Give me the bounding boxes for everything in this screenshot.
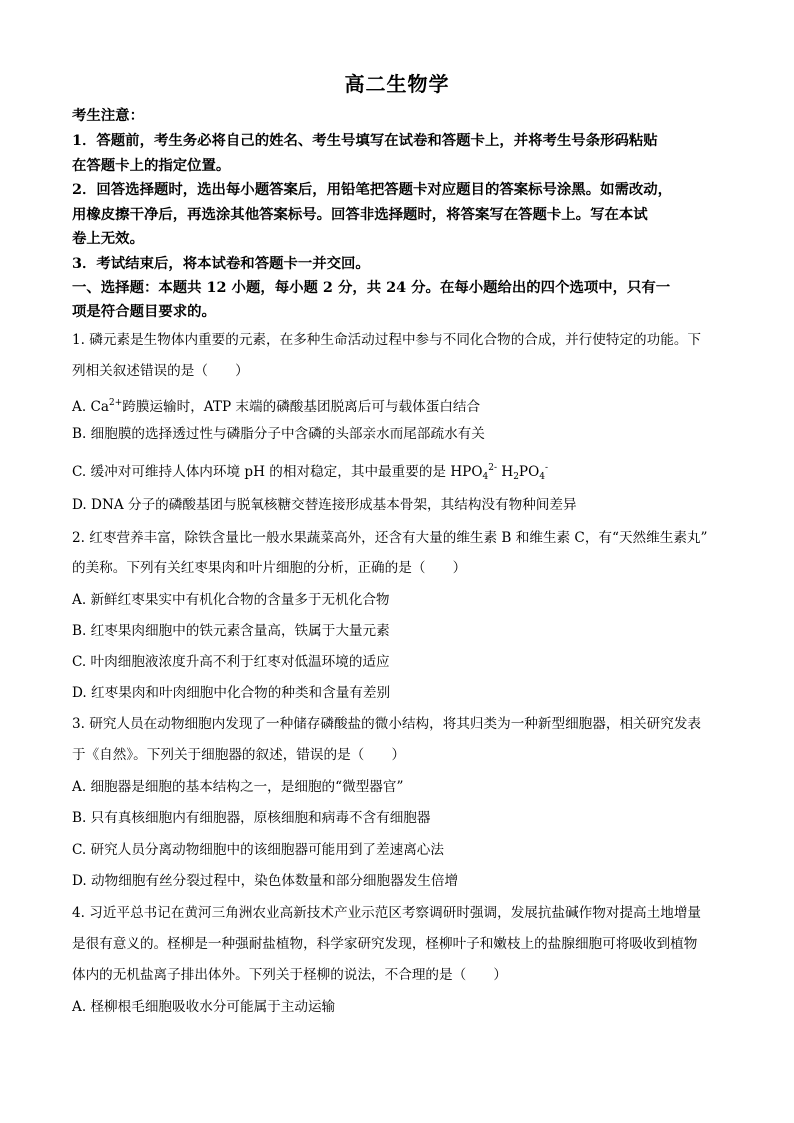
q4-option-a: A. 柽柳根毛细胞吸收水分可能属于主动运输 <box>72 999 336 1015</box>
q2-option-c: C. 叶肉细胞液浓度升高不利于红枣对低温环境的适应 <box>72 654 390 670</box>
q1-stem-line-1: 1. 磷元素是生物体内重要的元素，在多种生命活动过程中参与不同化合物的合成，并行使特定的功能。下 <box>72 332 702 348</box>
q3-option-c: C. 研究人员分离动物细胞中的该细胞器可能用到了差速离心法 <box>72 842 444 858</box>
q3-option-a: A. 细胞器是细胞的基本结构之一，是细胞的“微型器官” <box>72 779 404 795</box>
q4-stem-line-2: 是很有意义的。柽柳是一种强耐盐植物，科学家研究发现，柽柳叶子和嫩枝上的盐腺细胞可将吸收到植物 <box>72 936 698 952</box>
notice-line-4: 用橡皮擦干净后，再选涂其他答案标号。回答非选择题时，将答案写在答题卡上。写在本试 <box>72 206 648 223</box>
notice-line-6: 3．考试结束后，将本试卷和答题卡一并交回。 <box>72 255 370 272</box>
q1-option-a <box>72 393 732 417</box>
q1-option-d: D. DNA 分子的磷酸基团与脱氧核糖交替连接形成基本骨架，其结构没有物种间差异 <box>72 497 577 513</box>
notice-line-5: 卷上无效。 <box>72 230 144 247</box>
q1-option-b: B. 细胞膜的选择透过性与磷脂分子中含磷的头部亲水而尾部疏水有关 <box>72 426 485 442</box>
q1-option-a-post: 跨膜运输时，ATP 末端的磷酸基团脱离后可与载体蛋白结合 <box>122 399 481 415</box>
q1-option-c-sup1: 2- <box>488 463 497 473</box>
notice-heading: 考生注意： <box>72 107 144 124</box>
notice-line-3: 2．回答选择题时，选出每小题答案后，用铅笔把答题卡对应题目的答案标号涂黑。如需改动， <box>72 181 673 198</box>
notice-line-1: 1．答题前，考生务必将自己的姓名、考生号填写在试卷和答题卡上，并将考生号条形码粘贴 <box>72 132 658 149</box>
page-title: 高二生物学 <box>344 72 450 96</box>
q1-option-c-sub1: 4 <box>482 472 489 482</box>
q2-option-b: B. 红枣果肉细胞中的铁元素含量高，铁属于大量元素 <box>72 623 390 639</box>
q3-stem-line-1: 3. 研究人员在动物细胞内发现了一种储存磷酸盐的微小结构，将其归类为一种新型细胞器，相关研究发表 <box>72 716 702 732</box>
q3-stem-line-2: 于《自然》。下列关于细胞器的叙述，错误的是（ ） <box>72 747 406 763</box>
q1-option-c <box>72 458 732 487</box>
q4-stem-line-1: 4. 习近平总书记在黄河三角洲农业高新技术产业示范区考察调研时强调，发展抗盐碱作物对提高土地增量 <box>72 905 702 921</box>
q2-option-d: D. 红枣果肉和叶肉细胞中化合物的种类和含量有差别 <box>72 685 391 701</box>
q4-stem-line-3: 体内的无机盐离子排出体外。下列关于柽柳的说法，不合理的是（ ） <box>72 967 507 983</box>
q3-option-d: D. 动物细胞有丝分裂过程中，染色体数量和部分细胞器发生倍增 <box>72 873 459 889</box>
q2-stem-line-1: 2. 红枣营养丰富，除铁含量比一般水果蔬菜高外，还含有大量的维生素 B 和维生素 C，有“天然维生素丸” <box>72 530 708 546</box>
q2-option-a: A. 新鲜红枣果实中有机化合物的含量多于无机化合物 <box>72 592 390 608</box>
q1-option-c-sub2: 2 <box>513 472 519 482</box>
q1-option-c-sub3: 4 <box>539 472 545 482</box>
q1-option-a-sup: 2+ <box>108 398 123 408</box>
q1-option-c-pre: C. 缓冲对可维持人体内环境 pH 的相对稳定，其中最重要的是 HPO <box>72 464 483 480</box>
section-heading-line-1: 一、选择题：本题共 12 小题，每小题 2 分，共 24 分。在每小题给出的四个选项中，只有一 <box>72 279 671 296</box>
q2-stem-line-2: 的美称。下列有关红枣果肉和叶片细胞的分析，正确的是（ ） <box>72 560 467 576</box>
q1-option-c-mid2: PO <box>518 464 540 480</box>
q1-stem-line-2: 列相关叙述错误的是（ ） <box>72 363 249 379</box>
q1-option-c-mid: H <box>497 464 514 480</box>
section-heading-line-2: 项是符合题目要求的。 <box>72 303 216 320</box>
notice-line-2: 在答题卡上的指定位置。 <box>72 157 231 174</box>
q1-option-a-pre: A. Ca <box>72 399 109 415</box>
q1-option-c-sup3: - <box>544 463 548 473</box>
q3-option-b: B. 只有真核细胞内有细胞器，原核细胞和病毒不含有细胞器 <box>72 810 431 826</box>
